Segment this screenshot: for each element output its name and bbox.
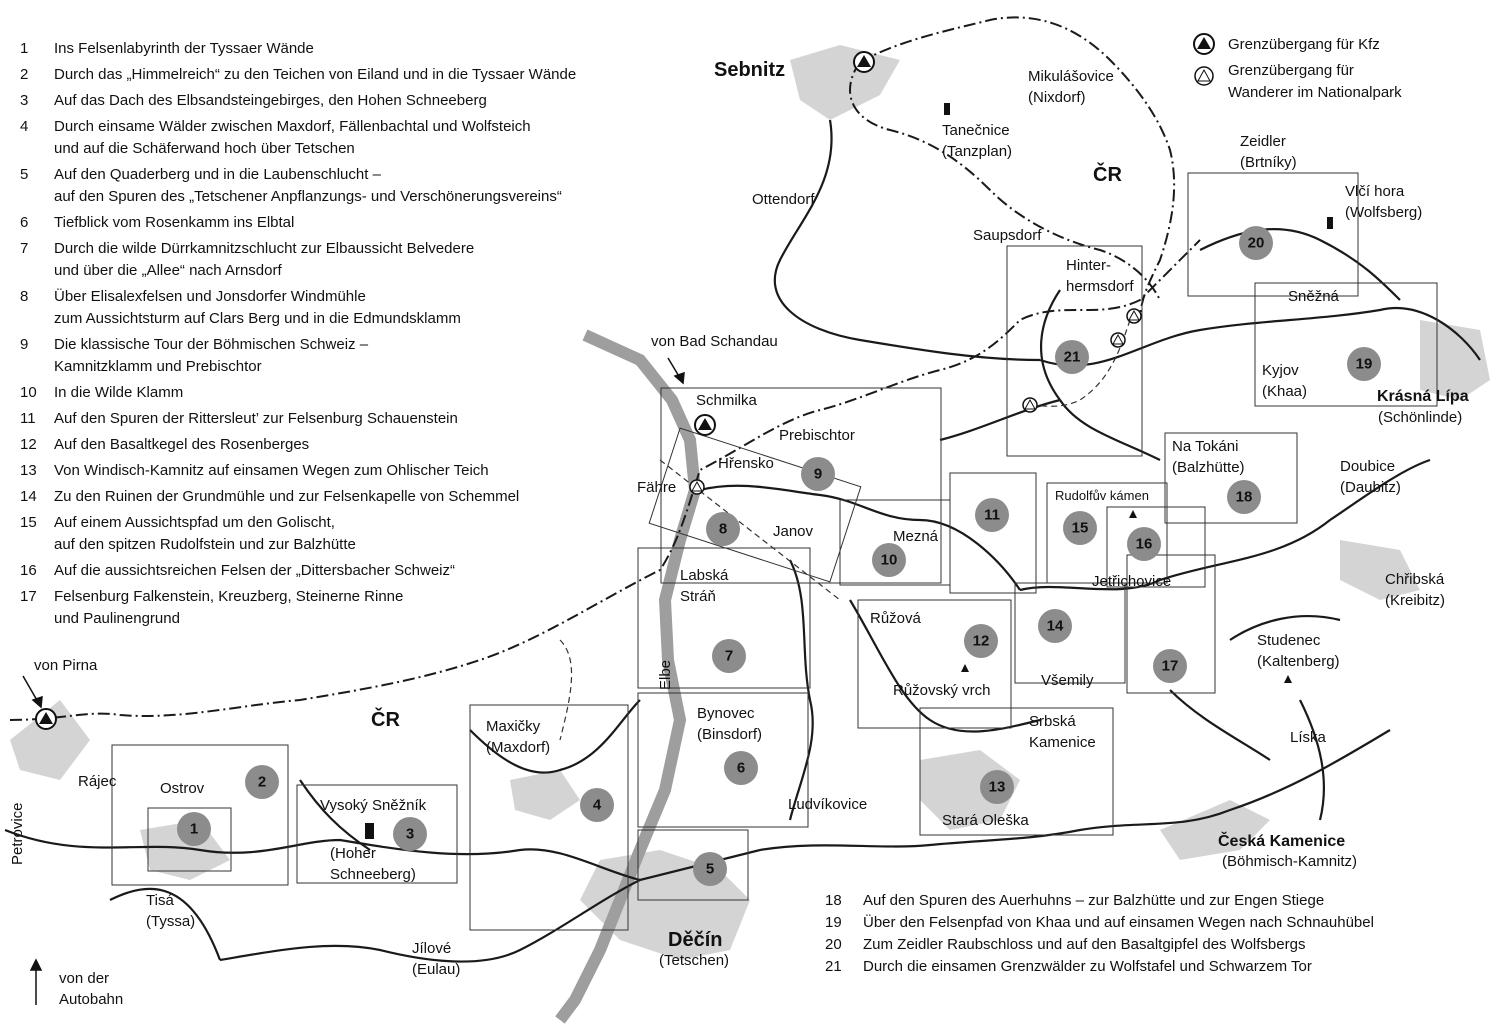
- label-line: Hinter-: [1066, 257, 1112, 274]
- tour-marker-15: [1063, 511, 1097, 545]
- tour-list-item: [20, 512, 680, 556]
- tour-number: 20: [825, 936, 842, 953]
- label-zeidler: [1240, 133, 1297, 171]
- car-crossing-icon: [854, 52, 874, 72]
- tour-list-item: [825, 934, 1485, 956]
- svg-text:5: 5: [705, 860, 715, 878]
- label-von-pirna: von Pirna: [34, 657, 98, 674]
- tour-title: Zum Zeidler Raubschloss und auf den Basaltgipfel des Wolfsbergs: [863, 936, 1306, 953]
- label-hinterhermsdorf: [1066, 257, 1134, 295]
- tour-marker-17: [1153, 649, 1187, 683]
- legend-wanderer-label: Grenzübergang für Wanderer im Nationalpark: [1228, 62, 1402, 101]
- label-maxicky: [486, 718, 550, 756]
- tour-list-item: [20, 408, 680, 430]
- tour-number: 21: [825, 958, 842, 975]
- label-snezna: Sněžná: [1288, 288, 1339, 305]
- legend-icon-slot: [1190, 34, 1228, 36]
- label-bynovec: [697, 705, 762, 743]
- tour-number: 6: [20, 214, 29, 231]
- label-line: hermsdorf: [1066, 278, 1134, 295]
- svg-text:21: 21: [1063, 348, 1081, 366]
- tour-list-item: [20, 434, 680, 456]
- label-decin: Děčín: [668, 929, 723, 951]
- label-labska-stran: [680, 567, 729, 605]
- svg-text:19: 19: [1355, 355, 1373, 373]
- tour-list-item: [20, 212, 680, 234]
- svg-text:7: 7: [724, 647, 734, 665]
- label-ruzovsky-vrch: Růžovský vrch: [893, 682, 991, 699]
- label-line: (Brtníky): [1240, 154, 1297, 171]
- hiker-crossing-icon: [1023, 398, 1037, 412]
- label-line: Na Tokáni: [1172, 438, 1239, 455]
- tour-marker-10: [872, 543, 906, 577]
- svg-text:1: 1: [189, 820, 199, 838]
- label-line: (Kreibitz): [1385, 592, 1446, 609]
- svg-text:15: 15: [1071, 519, 1089, 537]
- tour-number: 1: [20, 40, 29, 57]
- legend-row-wanderer: [1190, 60, 1402, 104]
- tour-marker-13: [980, 770, 1014, 804]
- tour-marker-11: [975, 498, 1009, 532]
- label-krasna-lipa: Krásná Lípa: [1377, 388, 1469, 405]
- tour-number: 10: [20, 384, 37, 401]
- tour-number: 4: [20, 118, 29, 135]
- label-line: Vlčí hora: [1345, 183, 1405, 200]
- tour-list-item: [825, 956, 1485, 978]
- label-line: (Daubitz): [1340, 479, 1401, 496]
- label-line: Kamenice: [1029, 734, 1096, 751]
- tour-marker-6: [724, 751, 758, 785]
- tour-list-item: [20, 560, 680, 582]
- tour-title: Auf die aussichtsreichen Felsen der „Dittersbacher Schweiz“: [54, 562, 456, 579]
- tour-number: 17: [20, 588, 37, 605]
- label-line: Jílové: [412, 940, 452, 957]
- label-rajec: Rájec: [78, 773, 117, 790]
- tour-number: 7: [20, 240, 29, 257]
- tour-marker-20: [1239, 226, 1273, 260]
- label-fahre: Fähre: [637, 479, 677, 496]
- label-line: (Maxdorf): [486, 739, 551, 756]
- label-line: (Tyssa): [146, 913, 196, 930]
- tour-number: 16: [20, 562, 37, 579]
- tour-title: Über den Felsenpfad von Khaa und auf einsamen Wegen nach Schnauhübel: [863, 914, 1374, 931]
- car-crossing-icon: [36, 709, 56, 729]
- tour-number: 3: [20, 92, 29, 109]
- label-line: Bynovec: [697, 705, 755, 722]
- label-srbska: [1029, 713, 1096, 751]
- car-crossing-icon: [695, 415, 715, 435]
- tour-title: Durch das „Himmelreich“ zu den Teichen von Eiland und in die Tyssaer Wände: [54, 66, 577, 83]
- label-jetrichovice: Jetřichovice: [1092, 573, 1172, 590]
- label-line: Mikulášovice: [1028, 68, 1114, 85]
- tour-title: Auf den Spuren des Auerhuhns – zur Balzhütte und zur Engen Stiege: [863, 892, 1325, 909]
- label-line: Tanečnice: [942, 122, 1010, 139]
- tour-number: 8: [20, 288, 29, 305]
- tour-title: Auf einem Aussichtspfad um den Golischt, auf den spitzen Rudolfstein und zur Balzhütte: [54, 514, 356, 553]
- tour-title: Auf den Spuren der Rittersleut’ zur Felsenburg Schauenstein: [54, 410, 458, 427]
- label-line: Labská: [680, 567, 729, 584]
- svg-text:4: 4: [592, 796, 602, 814]
- tour-number: 2: [20, 66, 29, 83]
- label-ottendorf: Ottendorf: [752, 191, 815, 208]
- svg-text:2: 2: [257, 773, 267, 791]
- tour-marker-12: [964, 624, 998, 658]
- legend-row-kfz: [1190, 34, 1402, 56]
- label-rudolfuv: Rudolfův kámen: [1055, 488, 1149, 503]
- label-line: (Eulau): [412, 961, 461, 978]
- svg-text:11: 11: [984, 506, 1000, 524]
- tour-list-item: [20, 586, 680, 630]
- label-line: Stráň: [680, 588, 716, 605]
- legend-icon-slot: [1190, 60, 1228, 62]
- tour-marker-9: [801, 457, 835, 491]
- label-line: Tisá: [146, 892, 174, 909]
- tour-list-item: [20, 486, 680, 508]
- label-ludvikovice: Ludvíkovice: [788, 796, 868, 813]
- tour-list-item: [20, 64, 680, 86]
- label-petrovice: Petrovice: [9, 802, 26, 865]
- label-tanecnice: [942, 122, 1012, 160]
- tour-number: 14: [20, 488, 37, 505]
- tour-number: 12: [20, 436, 37, 453]
- tour-marker-4: [580, 788, 614, 822]
- label-vlci-hora: [1345, 183, 1422, 221]
- tour-marker-5: [693, 852, 727, 886]
- tour-list-item: [20, 382, 680, 404]
- svg-text:16: 16: [1135, 535, 1153, 553]
- tour-number: 18: [825, 892, 842, 909]
- label-line: (Wolfsberg): [1345, 204, 1423, 221]
- tour-title: Von Windisch-Kamnitz auf einsamen Wegen zum Ohlischer Teich: [54, 462, 489, 479]
- label-doubice: [1340, 458, 1401, 496]
- tour-list-item: [20, 334, 680, 378]
- tour-title: Tiefblick vom Rosenkamm ins Elbtal: [54, 214, 295, 231]
- svg-text:14: 14: [1046, 617, 1064, 635]
- label-studenec: [1257, 632, 1340, 670]
- label-saupsdorf: Saupsdorf: [973, 227, 1042, 244]
- svg-text:17: 17: [1161, 657, 1179, 675]
- tour-title: Auf den Quaderberg und in die Laubenschlucht – auf den Spuren des „Tetschener Anpflanzungs- und Verschönerungsvereins“: [54, 166, 562, 205]
- tour-title: Die klassische Tour der Böhmischen Schweiz – Kamnitzklamm und Prebischtor: [54, 336, 369, 375]
- tour-marker-14: [1038, 609, 1072, 643]
- label-tisa: [146, 892, 195, 930]
- tour-list-item: [20, 238, 680, 282]
- legend-kfz-label: Grenzübergang für Kfz: [1228, 36, 1380, 53]
- legend: [1190, 34, 1402, 108]
- tour-title: Auf den Basaltkegel des Rosenberges: [54, 436, 310, 453]
- svg-text:9: 9: [813, 465, 823, 483]
- label-line: (Nixdorf): [1028, 89, 1086, 106]
- tour-number: 19: [825, 914, 842, 931]
- label-bohmisch: (Böhmisch-Kamnitz): [1222, 853, 1358, 870]
- label-line: (Binsdorf): [697, 726, 763, 743]
- tour-list-item: [825, 912, 1485, 934]
- label-liska: Líska: [1290, 729, 1326, 746]
- tour-list-item: [20, 38, 680, 60]
- label-kyjov: [1262, 362, 1307, 400]
- label-line: Chřibská: [1385, 571, 1445, 588]
- tour-marker-8: [706, 512, 740, 546]
- tour-number: 15: [20, 514, 37, 531]
- tour-number: 5: [20, 166, 29, 183]
- hiker-crossing-icon: [1111, 333, 1125, 347]
- label-line: Zeidler: [1240, 133, 1286, 150]
- hiker-crossing-icon: [1127, 309, 1141, 323]
- label-line: (Tanzplan): [942, 143, 1013, 160]
- tour-title: Felsenburg Falkenstein, Kreuzberg, Steinerne Rinne und Paulinengrund: [54, 588, 404, 627]
- label-hoher: [330, 845, 416, 883]
- label-janov: Janov: [773, 523, 814, 540]
- label-line: (Khaa): [1262, 383, 1308, 400]
- tour-number: 11: [20, 410, 36, 427]
- tour-marker-21: [1055, 340, 1089, 374]
- label-von-bad-schandau: von Bad Schandau: [651, 333, 778, 350]
- label-line: Srbská: [1029, 713, 1076, 730]
- tour-title: Durch einsame Wälder zwischen Maxdorf, Fällenbachtal und Wolfsteich und auf die Schäferwand hoch über Tetschen: [54, 118, 531, 157]
- label-line: Doubice: [1340, 458, 1396, 475]
- label-line: (Hoher: [330, 845, 376, 862]
- tour-list-item: [825, 890, 1485, 912]
- hiker-crossing-icon: [690, 480, 704, 494]
- tour-list-item: [20, 286, 680, 330]
- svg-text:10: 10: [880, 551, 898, 569]
- tour-marker-1: [177, 812, 211, 846]
- tour-title: Zu den Ruinen der Grundmühle und zur Felsenkapelle von Schemmel: [54, 488, 520, 505]
- svg-text:8: 8: [718, 520, 728, 538]
- label-schonlinde: (Schönlinde): [1378, 409, 1463, 426]
- tour-list-right: [825, 890, 1485, 978]
- label-von-der-autobahn: [59, 970, 123, 1008]
- label-stara-oleska: Stará Oleška: [942, 812, 1029, 829]
- tour-title: Über Elisalexfelsen und Jonsdorfer Windmühle zum Aussichtsturm auf Clars Berg und in die Edmundsklamm: [54, 288, 461, 327]
- label-hrensko: Hřensko: [718, 455, 774, 472]
- tour-marker-18: [1227, 480, 1261, 514]
- svg-text:20: 20: [1247, 234, 1265, 252]
- label-sebnitz: Sebnitz: [714, 59, 786, 81]
- tour-list-left: [20, 38, 680, 634]
- label-elbe: Elbe: [657, 659, 674, 690]
- tour-number: 9: [20, 336, 29, 353]
- label-vsemily: Všemily: [1041, 672, 1094, 689]
- tour-number: 13: [20, 462, 37, 479]
- tour-title: Auf das Dach des Elbsandsteingebirges, den Hohen Schneeberg: [54, 92, 487, 109]
- label-ruzova: Růžová: [870, 610, 921, 627]
- tour-marker-3: [393, 817, 427, 851]
- label-schmilka: Schmilka: [696, 392, 757, 409]
- label-tetschen: (Tetschen): [659, 952, 730, 969]
- label-ostrov: Ostrov: [160, 780, 205, 797]
- label-line: Kyjov: [1262, 362, 1299, 379]
- tour-title: Durch die einsamen Grenzwälder zu Wolfstafel und Schwarzem Tor: [863, 958, 1312, 975]
- tour-title: Ins Felsenlabyrinth der Tyssaer Wände: [54, 40, 314, 57]
- svg-text:12: 12: [972, 632, 990, 650]
- label-line: Studenec: [1257, 632, 1321, 649]
- label-na-tokani: [1172, 438, 1245, 476]
- label-line: Maxičky: [486, 718, 541, 735]
- tour-title: In die Wilde Klamm: [54, 384, 184, 401]
- tour-marker-19: [1347, 347, 1381, 381]
- tour-list-item: [20, 164, 680, 208]
- tour-title: Durch die wilde Dürrkamnitzschlucht zur Elbaussicht Belvedere und über die „Allee“ nach Arnsdorf: [54, 240, 475, 279]
- label-line: Schneeberg): [330, 866, 416, 883]
- tour-list-item: [20, 90, 680, 112]
- svg-text:6: 6: [736, 759, 746, 777]
- label-ceska-kamenice: Česká Kamenice: [1218, 833, 1346, 850]
- tour-marker-7: [712, 639, 746, 673]
- label-vysoky: Vysoký Sněžník: [320, 797, 427, 814]
- svg-text:3: 3: [405, 825, 415, 843]
- label-prebischtor: Prebischtor: [779, 427, 855, 444]
- label-line: von der: [59, 970, 110, 987]
- tour-marker-2: [245, 765, 279, 799]
- svg-text:13: 13: [988, 778, 1006, 796]
- tour-marker-16: [1127, 527, 1161, 561]
- label-line: (Balzhütte): [1172, 459, 1245, 476]
- tour-list-item: [20, 460, 680, 482]
- label-mezna: Mezná: [893, 528, 939, 545]
- tour-list-item: [20, 116, 680, 160]
- label-cr-north: ČR: [1093, 164, 1122, 186]
- label-cr-south: ČR: [371, 709, 400, 731]
- label-mikulasovice: [1028, 68, 1114, 106]
- label-line: (Kaltenberg): [1257, 653, 1340, 670]
- label-line: Autobahn: [59, 991, 124, 1008]
- svg-text:18: 18: [1235, 488, 1253, 506]
